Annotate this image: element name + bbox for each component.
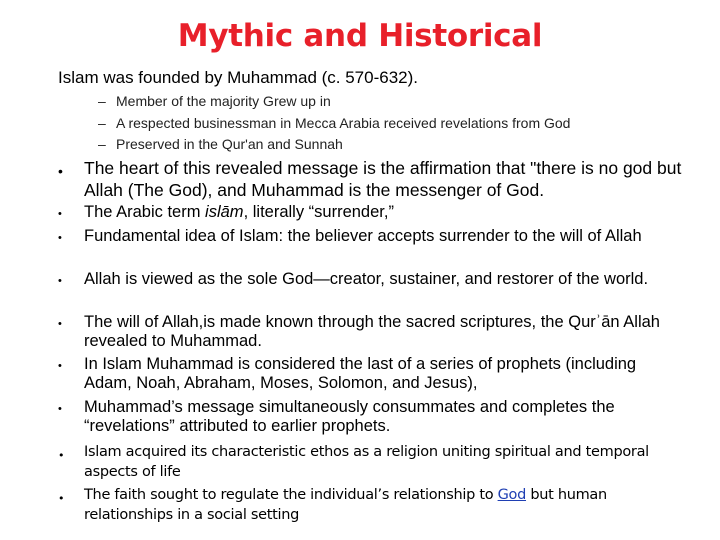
bullet-text: Fundamental idea of Islam: the believer accepts surrender to the will of Allah [84, 227, 642, 245]
god-link[interactable]: God [497, 487, 527, 503]
sub-item: – Member of the majority Grew up in [98, 93, 331, 109]
bullet-text: Islam acquired its characteristic ethos as a religion uniting spiritual and temporal aspects of life [84, 444, 649, 480]
dash-marker: – [98, 136, 106, 152]
bullet-marker: • [58, 275, 62, 287]
bullet-marker: • [58, 318, 62, 330]
bullet-text: Allah is viewed as the sole God—creator, sustainer, and restorer of the world. [84, 270, 649, 288]
bullet-marker: • [58, 232, 62, 244]
slide-title: Mythic and Historical [177, 18, 543, 54]
intro-line: Islam was founded by Muhammad (c. 570-632). [58, 68, 419, 87]
emphasis-term: islām [205, 203, 244, 221]
bullet-text: The Arabic term islām, literally “surrender,” [84, 203, 394, 221]
dash-marker: – [98, 93, 106, 109]
sub-item: – A respected businessman in Mecca Arabia received revelations from God [98, 115, 571, 131]
bullet-marker: • [58, 492, 65, 505]
bullet-marker: • [58, 208, 62, 220]
bullet-marker: • [58, 403, 62, 415]
bullet-marker: • [58, 163, 63, 179]
bullet-marker: • [58, 360, 62, 372]
bullet-text: The heart of this revealed message is the affirmation that "there is no god but Allah (The God), and Muhammad is the messenger of God. [84, 158, 682, 200]
bullet-text: The will of Allah,is made known through the sacred scriptures, the Qurʾān Allah revealed to Muhammad. [84, 313, 660, 350]
dash-marker: – [98, 115, 106, 131]
bullet-text: In Islam Muhammad is considered the last of a series of prophets (including Adam, Noah, Abraham, Moses, Solomon, and Jesus), [84, 355, 637, 392]
bullet-marker: • [58, 449, 65, 462]
bullet-text: Muhammad’s message simultaneously consummates and completes the “revelations” attributed to earlier prophets. [84, 398, 615, 435]
bullet-text: The faith sought to regulate the individual’s relationship to God but human relationships in a social setting [84, 487, 607, 523]
sub-item: – Preserved in the Qur'an and Sunnah [98, 136, 343, 152]
